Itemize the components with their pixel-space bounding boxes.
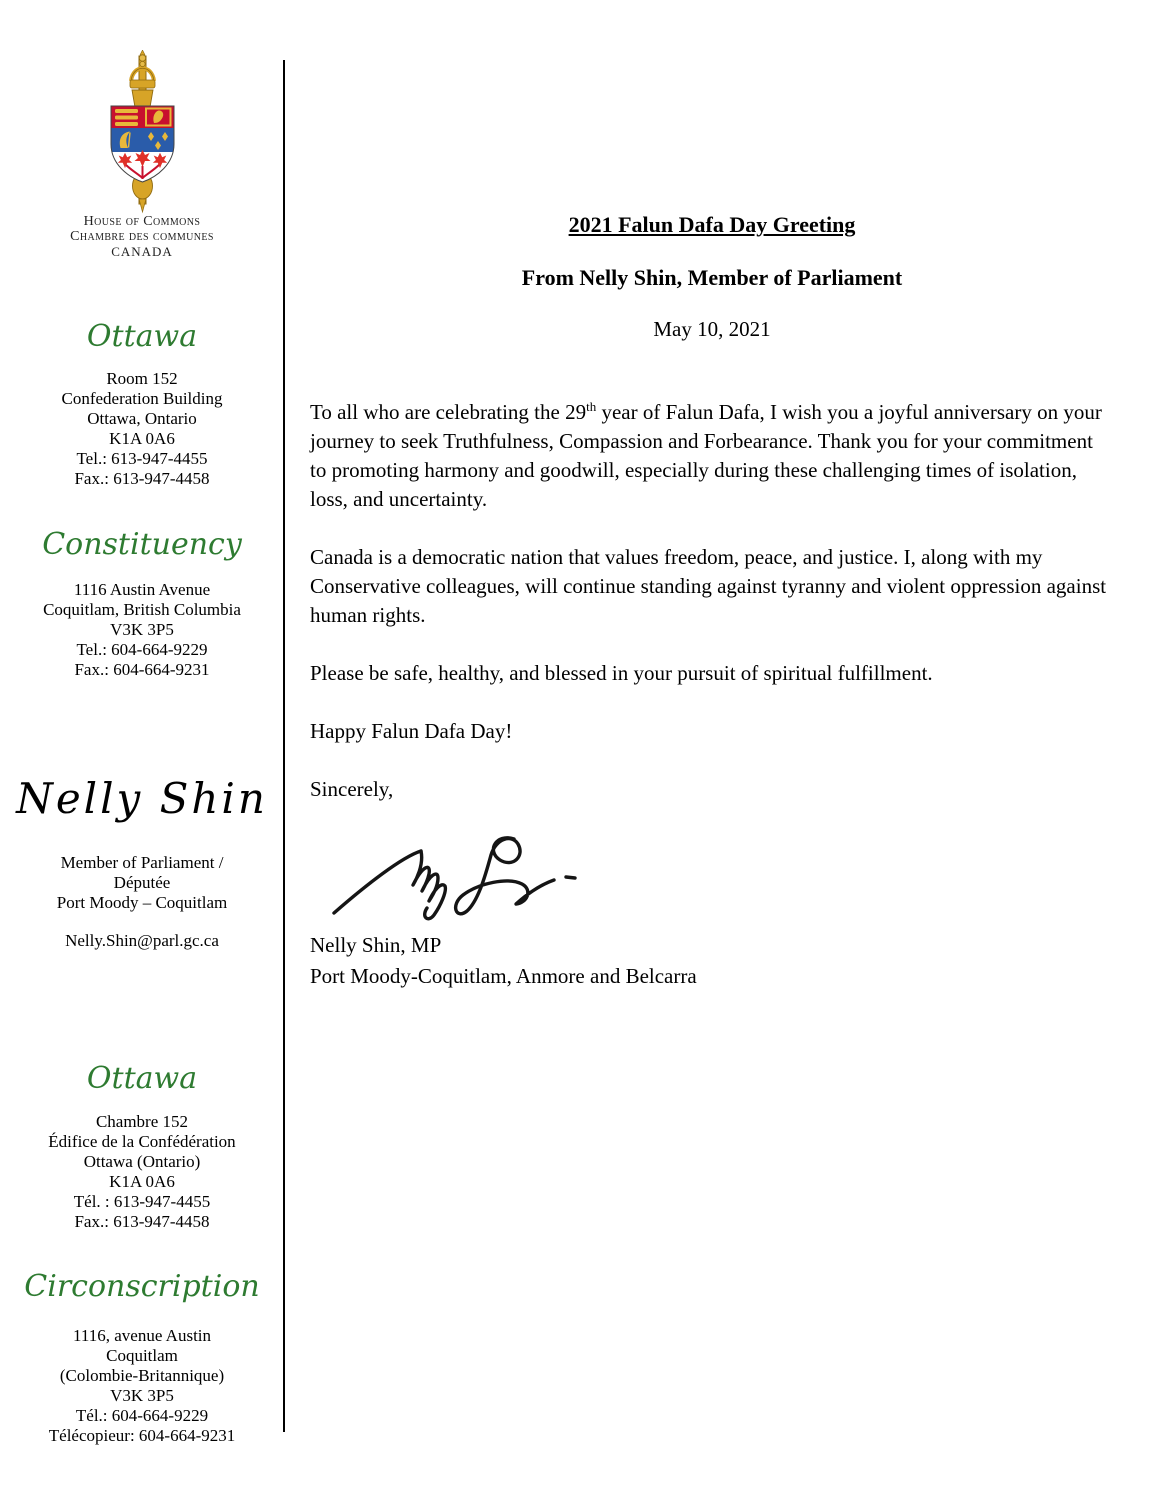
address-line: Coquitlam [106,1346,178,1365]
org-line-en: House of Commons [83,214,201,229]
letter-title-text: 2021 Falun Dafa Day Greeting [568,212,856,237]
handwritten-signature-icon [328,825,1114,929]
constituency-en-address [8,580,276,680]
address-line: (Colombie-Britannique) [59,1366,225,1385]
role-line: Députée [113,873,171,892]
letter-date: May 10, 2021 [653,317,771,341]
heading-constituency-en: Constituency [42,527,242,562]
member-role [8,853,276,913]
letterhead-sidebar [0,0,283,1503]
member-email: Nelly.Shin@parl.gc.ca [65,931,219,950]
address-line: V3K 3P5 [110,1386,174,1405]
letterhead-divider [283,60,285,1432]
fax-line: Télécopieur: 604-664-9231 [48,1426,236,1445]
fax-line: Fax.: 613-947-4458 [74,1212,210,1231]
fax-line: Fax.: 604-664-9231 [74,660,210,679]
paragraph-1-text: To all who are celebrating the 29 [310,400,587,424]
riding-line: Port Moody – Coquitlam [56,893,228,912]
ordinal-superscript: th [586,399,597,414]
paragraph-3: Please be safe, healthy, and blessed in your pursuit of spiritual fulfillment. [310,661,933,685]
signature-name: Nelly Shin, MP [310,933,442,957]
address-line: Room 152 [106,369,178,388]
org-name [8,214,276,259]
heading-ottawa-en: Ottawa [86,319,198,354]
org-line-canada: CANADA [111,244,173,259]
address-line: Coquitlam, British Columbia [43,600,241,619]
address-line: Chambre 152 [95,1112,189,1131]
letter-body [310,212,1114,991]
address-line: K1A 0A6 [109,429,175,448]
letter-subtitle: From Nelly Shin, Member of Parliament [521,265,903,290]
closing-line: Sincerely, [310,777,394,801]
paragraph-2: Canada is a democratic nation that values freedom, peace, and justice. I, along with my Conservative colleagues, will continue standing against tyranny and violent oppression against human rights. [310,545,1107,627]
constituency-fr-address [8,1326,276,1446]
signature-riding: Port Moody-Coquitlam, Anmore and Belcarra [310,964,697,988]
phone-line: Tel.: 604-664-9229 [76,640,208,659]
address-line: K1A 0A6 [109,1172,175,1191]
address-line: Ottawa (Ontario) [83,1152,201,1171]
member-name-script: Nelly Shin [16,774,268,823]
paragraph-4: Happy Falun Dafa Day! [310,719,513,743]
phone-line: Tel.: 613-947-4455 [76,449,208,468]
address-line: Ottawa, Ontario [87,409,197,428]
phone-line: Tél.: 604-664-9229 [75,1406,209,1425]
address-line: Édifice de la Confédération [48,1132,236,1151]
address-line: 1116, avenue Austin [72,1326,212,1345]
fax-line: Fax.: 613-947-4458 [74,469,210,488]
letter-title [310,212,1114,238]
heading-ottawa-fr: Ottawa [86,1061,198,1096]
org-line-fr: Chambre des communes [70,229,214,244]
ottawa-fr-address [8,1112,276,1232]
house-of-commons-crest-icon [8,50,276,220]
paragraph-1 [310,398,1114,514]
phone-line: Tél. : 613-947-4455 [73,1192,211,1211]
heading-circonscription-fr: Circonscription [24,1269,260,1304]
address-line: 1116 Austin Avenue [73,580,211,599]
paragraph-1-text: year of Falun Dafa, I wish you a joyful anniversary on your journey to seek Truthfulness, Compassion and Forbearance. Thank you for your commitment to promoting harmony and goodwill, especially during these challenging times of isolation, loss, and uncertainty. [310,400,1102,511]
address-line: Confederation Building [61,389,223,408]
ottawa-en-address [8,369,276,489]
role-line: Member of Parliament / [60,853,224,872]
address-line: V3K 3P5 [110,620,174,639]
